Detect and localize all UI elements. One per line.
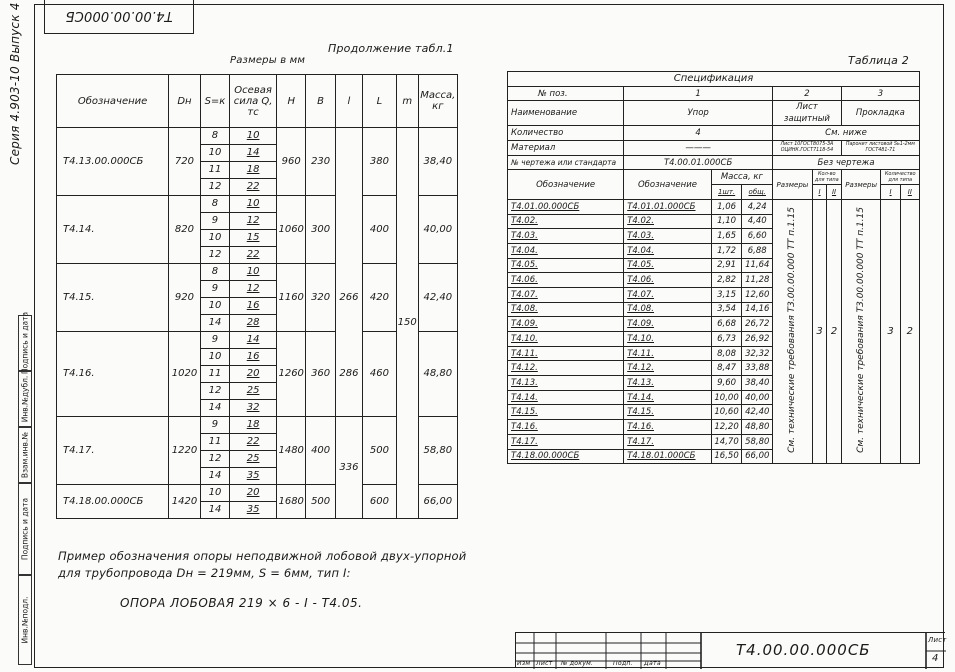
example-note: Пример обозначения опоры неподвижной лобовой двух-упорной для трубопровода Dн = 219мм, S = 6мм, тип I:	[58, 549, 467, 580]
spec-row: Т4.03. Т4.03. 1,65 6,60	[508, 229, 920, 244]
table-row: 11 18	[57, 162, 458, 179]
table-row: 12 25	[57, 383, 458, 400]
col-header: Осевая сила Q, тс	[230, 75, 277, 128]
table-row: 12 22	[57, 247, 458, 264]
col-header: Масса, кг	[418, 75, 457, 128]
col-header: S=к	[200, 75, 229, 128]
table-row: 10 15	[57, 230, 458, 247]
spec-row: Т4.06. Т4.06. 2,82 11,28	[508, 273, 920, 288]
table-row: Т4.17. 1220 9 18 1480 400 336 500 58,80	[57, 417, 458, 434]
col-header: m	[396, 75, 418, 128]
sheet-number: 4	[932, 653, 939, 664]
table-row: 11 20	[57, 366, 458, 383]
spec-row: Т4.16. Т4.16. 12,20 48,80	[508, 420, 920, 435]
tb-col: Дата	[644, 660, 661, 667]
tb-col: № докум.	[561, 660, 594, 667]
side-cell: Подпись и дата	[18, 315, 32, 371]
dims-caption: Размеры в мм	[230, 55, 306, 66]
table-row: Т4.16. 1020 9 14 1260 360 286 460 48,80	[57, 332, 458, 349]
spec-row: Т4.10. Т4.10. 6,73 26,92	[508, 332, 920, 347]
spec-row: Т4.02. Т4.02. 1,10 4,40	[508, 214, 920, 229]
col-header: Dн	[169, 75, 201, 128]
sheet-label: Лист	[928, 636, 947, 644]
table-row: 11 22	[57, 434, 458, 451]
col-header: Обозначение	[57, 75, 169, 128]
doc-code: Т4.00.00.000СБ	[736, 641, 871, 659]
side-cell: Инв.№дубл.	[18, 371, 32, 427]
col-header: L	[363, 75, 397, 128]
table-row: Т4.13.00.000СБ 720 8 10 960 230 380 150 38,40	[57, 128, 458, 145]
spec-row: Т4.13. Т4.13. 9,60 38,40	[508, 376, 920, 391]
col-header: B	[306, 75, 335, 128]
title-block	[515, 632, 945, 668]
table-row: 12 22	[57, 179, 458, 196]
table-row: 12 25	[57, 451, 458, 468]
table-row: Т4.15. 920 8 10 1160 320 266 420 42,40	[57, 264, 458, 281]
table-row: 9 12	[57, 281, 458, 298]
table-row: Т4.14. 820 8 10 1060 300 400 40,00	[57, 196, 458, 213]
table-row: 9 12	[57, 213, 458, 230]
tb-col: Подп.	[613, 660, 633, 667]
table-row: 10 14	[57, 145, 458, 162]
series-label: Серия 4.903-10 Выпуск 4	[8, 2, 22, 165]
spec-row: Т4.09. Т4.09. 6,68 26,72	[508, 317, 920, 332]
side-cell: Взам.инв.№	[18, 427, 32, 483]
specification-table: Спецификация № поз. 1 2 3 Наименование Упор Лист защитный Прокладка Количество 4 См. ниже Материал ——— Лист 10ГОСТ8075-ЗА ОЦИНК.ГОСТ7118-54 Паронит листовой Sь1-2мм ГОСТ481-71 № чертежа или стандарта Т4.00.01.000СБ Без чертежа Обозначение Обозначение Масса, кг Размеры Кол-во для типа Размеры Количество для типа 1шт. общ. I II I II Т4.01.00.000СБ Т4.01.01.000СБ 1,06 4,24 См. технические требования Т3.00.00.000 ТТ п.1.15 3 2 См. технические требования Т3.00.00.000 ТТ п.1.15 3 2 Т4.02. Т4.02. 1,10 4,40 Т4.03. Т4.03. 1,65 6,60 Т4.04. Т4.04. 1,72 6,88 Т4.05. Т4.05. 2,91 11,64 Т4.06. Т4.06. 2,82 11,28 Т4.07. Т4.07. 3,15 12,60 Т4.08. Т4.08. 3,54 14,16 Т4.09. Т4.09. 6,68 26,72 Т4.10. Т4.10. 6,73 26,92 Т4.11. Т4.11. 8,08 32,32 Т4.12. Т4.12. 8,47 33,88 Т4.13. Т4.13. 9,60 38,40 Т4.14. Т4.14. 10,00 40,00 Т4.15. Т4.15. 10,60 42,40 Т4.16. Т4.16. 12,20 48,80 Т4.17. Т4.17. 14,70 58,80 Т4.18.00.000СБ Т4.18.01.000СБ 16,50 66,00	[507, 71, 920, 464]
spec-row: Т4.05. Т4.05. 2,91 11,64	[508, 258, 920, 273]
dimensions-table	[56, 74, 458, 519]
side-cell: Инв.№подл.	[18, 575, 32, 665]
example-code: ОПОРА ЛОБОВАЯ 219 × 6 - I - Т4.05.	[120, 596, 363, 610]
table-row: 10 16	[57, 298, 458, 315]
tb-col: Изм	[517, 660, 531, 667]
table-row: 14 32	[57, 400, 458, 417]
side-cell: Подпись и дата	[18, 483, 32, 575]
spec-row: Т4.15. Т4.15. 10,60 42,40	[508, 405, 920, 420]
spec-row: Т4.17. Т4.17. 14,70 58,80	[508, 434, 920, 449]
side-strip	[0, 311, 32, 667]
spec-row: Т4.01.00.000СБ Т4.01.01.000СБ 1,06 4,24 См. технические требования Т3.00.00.000 ТТ п.1.15 3 2 См. технические требования Т3.00.00.000 ТТ п.1.15 3 2	[508, 199, 920, 214]
col-header: H	[277, 75, 306, 128]
table-row: 14 35	[57, 502, 458, 519]
col-header: l	[335, 75, 362, 128]
table-row: 14 35	[57, 468, 458, 485]
spec-row: Т4.08. Т4.08. 3,54 14,16	[508, 302, 920, 317]
spec-title: Спецификация	[508, 72, 920, 87]
spec-row: Т4.07. Т4.07. 3,15 12,60	[508, 287, 920, 302]
spec-row: Т4.04. Т4.04. 1,72 6,88	[508, 243, 920, 258]
spec-row: Т4.14. Т4.14. 10,00 40,00	[508, 390, 920, 405]
table-row: Т4.18.00.000СБ 1420 10 20 1680 500 600 66,00	[57, 485, 458, 502]
spec-row: Т4.12. Т4.12. 8,47 33,88	[508, 361, 920, 376]
table-row: 10 16	[57, 349, 458, 366]
inverted-doc-code-text: Т4.00.00.000СБ	[65, 8, 173, 23]
table-label: Таблица 2	[848, 54, 909, 67]
spec-row: Т4.11. Т4.11. 8,08 32,32	[508, 346, 920, 361]
table-row: 14 28	[57, 315, 458, 332]
spec-row: Т4.18.00.000СБ Т4.18.01.000СБ 16,50 66,00	[508, 449, 920, 464]
tb-col: Лист	[536, 660, 553, 667]
continuation-caption: Продолжение табл.1	[328, 42, 454, 55]
